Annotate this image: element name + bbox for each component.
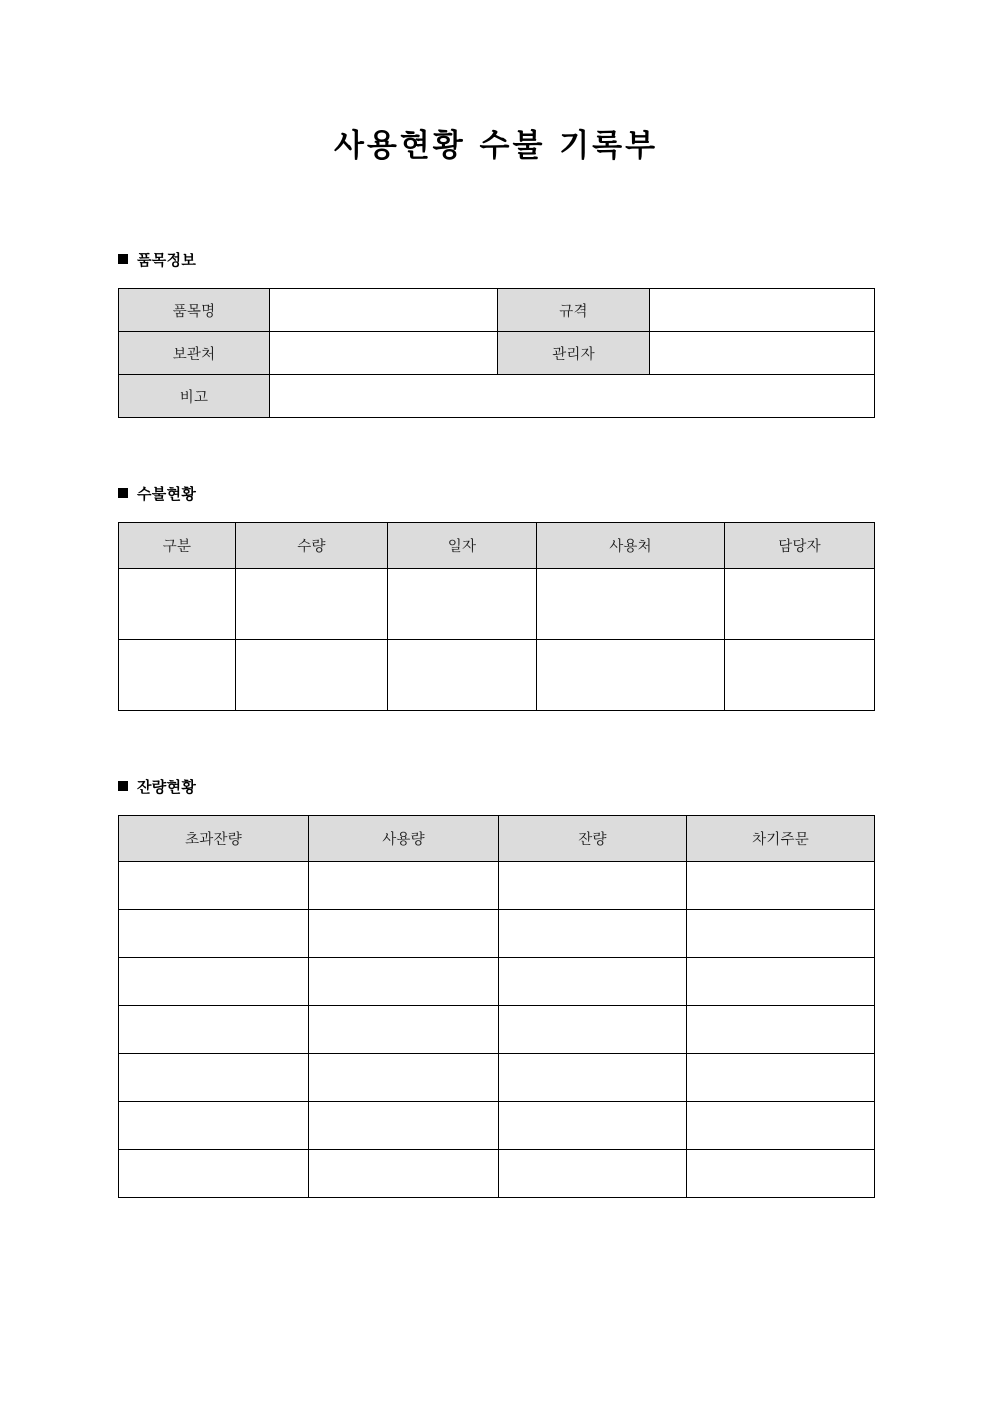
filled-square-icon <box>118 254 128 264</box>
cell-category[interactable] <box>119 640 236 711</box>
cell-next-order[interactable] <box>687 958 875 1006</box>
column-header-date: 일자 <box>388 523 537 569</box>
table-row <box>119 1006 875 1054</box>
cell-excess-balance[interactable] <box>119 1054 309 1102</box>
cell-usage-amount[interactable] <box>309 958 499 1006</box>
table-row <box>119 910 875 958</box>
column-header-excess-balance: 초과잔량 <box>119 816 309 862</box>
balance-status-table <box>118 815 875 1198</box>
cell-usage-amount[interactable] <box>309 910 499 958</box>
column-header-category: 구분 <box>119 523 236 569</box>
cell-excess-balance[interactable] <box>119 910 309 958</box>
section-heading-balance-status-label: 잔량현황 <box>137 778 197 796</box>
table-row <box>119 1054 875 1102</box>
cell-person-in-charge[interactable] <box>725 569 875 640</box>
cell-excess-balance[interactable] <box>119 958 309 1006</box>
table-header-row <box>119 816 875 862</box>
cell-usage-place[interactable] <box>537 640 725 711</box>
cell-usage-amount[interactable] <box>309 862 499 910</box>
section-heading-item-info-label: 품목정보 <box>137 251 197 269</box>
table-header-row <box>119 523 875 569</box>
table-row <box>119 289 875 332</box>
cell-balance[interactable] <box>499 1054 687 1102</box>
cell-usage-amount[interactable] <box>309 1054 499 1102</box>
cell-next-order[interactable] <box>687 1006 875 1054</box>
item-info-table <box>118 288 875 418</box>
cell-next-order[interactable] <box>687 862 875 910</box>
cell-person-in-charge[interactable] <box>725 640 875 711</box>
cell-next-order[interactable] <box>687 910 875 958</box>
column-header-balance: 잔량 <box>499 816 687 862</box>
cell-next-order[interactable] <box>687 1102 875 1150</box>
table-row <box>119 1102 875 1150</box>
manager-label: 관리자 <box>498 332 650 375</box>
item-name-value[interactable] <box>270 289 498 332</box>
manager-value[interactable] <box>650 332 875 375</box>
cell-next-order[interactable] <box>687 1150 875 1198</box>
table-row <box>119 640 875 711</box>
section-heading-flow-status <box>118 487 196 502</box>
column-header-next-order: 차기주문 <box>687 816 875 862</box>
flow-status-table <box>118 522 875 711</box>
cell-date[interactable] <box>388 640 537 711</box>
cell-balance[interactable] <box>499 958 687 1006</box>
section-heading-balance-status <box>118 780 196 795</box>
cell-balance[interactable] <box>499 1150 687 1198</box>
cell-usage-amount[interactable] <box>309 1102 499 1150</box>
cell-quantity[interactable] <box>236 569 388 640</box>
section-heading-flow-status-label: 수불현황 <box>137 485 197 503</box>
cell-balance[interactable] <box>499 1102 687 1150</box>
storage-location-label: 보관처 <box>119 332 270 375</box>
column-header-quantity: 수량 <box>236 523 388 569</box>
spec-label: 규격 <box>498 289 650 332</box>
remarks-value[interactable] <box>270 375 875 418</box>
cell-excess-balance[interactable] <box>119 1006 309 1054</box>
cell-category[interactable] <box>119 569 236 640</box>
cell-balance[interactable] <box>499 862 687 910</box>
cell-balance[interactable] <box>499 1006 687 1054</box>
cell-balance[interactable] <box>499 910 687 958</box>
table-row <box>119 1150 875 1198</box>
cell-usage-amount[interactable] <box>309 1150 499 1198</box>
filled-square-icon <box>118 488 128 498</box>
table-row <box>119 375 875 418</box>
column-header-person-in-charge: 담당자 <box>725 523 875 569</box>
cell-usage-amount[interactable] <box>309 1006 499 1054</box>
item-name-label: 품목명 <box>119 289 270 332</box>
storage-location-value[interactable] <box>270 332 498 375</box>
table-row <box>119 958 875 1006</box>
cell-excess-balance[interactable] <box>119 1102 309 1150</box>
column-header-usage-place: 사용처 <box>537 523 725 569</box>
table-row <box>119 569 875 640</box>
section-heading-item-info <box>118 253 196 268</box>
cell-next-order[interactable] <box>687 1054 875 1102</box>
table-row <box>119 332 875 375</box>
cell-usage-place[interactable] <box>537 569 725 640</box>
cell-quantity[interactable] <box>236 640 388 711</box>
column-header-usage-amount: 사용량 <box>309 816 499 862</box>
cell-excess-balance[interactable] <box>119 1150 309 1198</box>
remarks-label: 비고 <box>119 375 270 418</box>
table-row <box>119 862 875 910</box>
filled-square-icon <box>118 781 128 791</box>
page-title: 사용현황 수불 기록부 <box>333 128 659 164</box>
cell-excess-balance[interactable] <box>119 862 309 910</box>
spec-value[interactable] <box>650 289 875 332</box>
cell-date[interactable] <box>388 569 537 640</box>
